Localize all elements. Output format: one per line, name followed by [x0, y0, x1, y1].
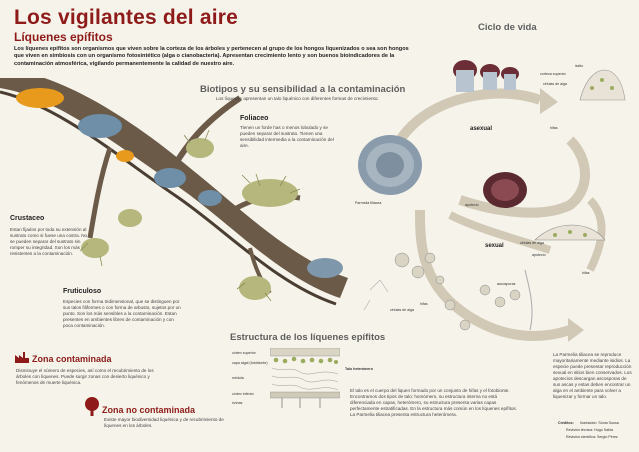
sexual-label: sexual	[485, 243, 504, 249]
arrow-head-lower	[568, 318, 584, 342]
blue-lichen-2	[154, 168, 186, 188]
fruticuloso-text: Especies con forma tridimensional, que se distinguen por sus talos filiformes o con forma de arbusto, sujetos por un punto. Son los más sensibles a la contaminación. Estan presentes en ambientes libres de contaminación y con poca contaminación.	[63, 299, 181, 328]
label-ascosporas: ascosporas	[497, 282, 516, 286]
layer-label-1: capa algal (fotobionte)	[232, 361, 268, 365]
label-cortex-superior: corteza superior	[540, 72, 566, 76]
factory-icon	[14, 350, 30, 364]
blue-lichen-4	[307, 258, 343, 278]
label-apotecio: apotecio	[465, 203, 479, 207]
ciclo-title: Ciclo de vida	[478, 22, 537, 33]
layer-label-4: rizinas	[232, 401, 243, 405]
foliaceo-label: Foliaceo	[240, 115, 269, 122]
arrow-head-top	[540, 88, 558, 114]
apotecio-section	[535, 225, 605, 240]
apotecio-illustration	[483, 172, 527, 208]
crustaceo-text: Estan fijados por toda su extensión al sustrato como si fuese una costra. No se pueden separar del sustrato sin romper su integridad. Son los más resistentes a la contaminación.	[10, 227, 88, 256]
zona-no-contaminada-text: Existe mayor biodiversidad liquénica y de recubrimiento de líquenes en los árboles.	[104, 417, 224, 428]
rizinas	[282, 398, 320, 408]
zona-contaminada-title: Zona contaminada	[32, 354, 112, 364]
blue-lichen-3	[198, 190, 222, 206]
estructura-title: Estructura de los líquenes epífitos	[230, 332, 386, 343]
biotipos-title: Biotipos y su sensibilidad a la contaminación	[200, 84, 406, 95]
germinating-hyphae	[364, 280, 388, 310]
fruticose-strands	[80, 130, 300, 301]
intro-text: Los líquenes epífitos son organismos que viven sobre la corteza de los árboles y pertenecen al grupo de los hongos liquenizados o sea son hongos que viven en simbiosis con un organismo fotosintético (alga o cianobacteria). Apresentan crecimiento lento y son buenos bioindicadores de la contaminación atmosférica, vigilando permanentemente la calidad de nuestro aire.	[14, 46, 409, 67]
talo-heteromero-label: Talo heterómero	[345, 367, 373, 371]
credits-line-1: Revisión técnica: Hugo Sabia	[566, 428, 613, 432]
label-isidio: isidio	[575, 64, 584, 68]
isidio-section	[580, 70, 625, 100]
credits-line-2: Revisión científica: Sergio Pérez	[566, 435, 618, 439]
credits-line-0: Ilustración: Sónia Sousa	[580, 421, 619, 425]
ascosporas	[395, 253, 520, 330]
credits-label: Créditos:	[558, 421, 574, 425]
page-subtitle: Líquenes epífitos	[14, 30, 113, 44]
fruticuloso-label: Fruticuloso	[63, 288, 102, 295]
label-hifas-3: hifas	[582, 271, 590, 275]
label-hifas-2: hifas	[420, 302, 428, 306]
label-celulas-alga-3: células de alga	[390, 308, 414, 312]
life-cycle-diagram	[340, 40, 639, 370]
cortex-superior-layer	[270, 348, 340, 356]
cycle-arrow-top	[400, 93, 540, 140]
orange-lichen-1	[16, 88, 64, 108]
cycle-arrow-asexual	[460, 140, 585, 213]
label-celulas-alga-2: células de alga	[520, 241, 544, 245]
foliaceo-text: Tienen un forde has o menos lobulado y se pueden separar del sustrato. Tienen una sensibilidad intermedia a la contaminación del aire.	[240, 125, 334, 148]
isidia-cluster	[453, 60, 519, 92]
layer-label-3: córtex inferior	[232, 392, 254, 396]
medula-hyphae	[272, 368, 338, 390]
layer-label-0: córtex superior	[232, 351, 256, 355]
zona-no-contaminada-title: Zona no contaminada	[102, 405, 196, 415]
cortex-inferior-layer	[270, 392, 340, 398]
label-celulas-alga: células de alga	[543, 82, 567, 86]
crustaceo-label: Crustaceo	[10, 215, 45, 222]
fruticose-lichens	[81, 138, 298, 300]
estructura-text: El talo es el cuerpo del liquen formado por un conjunto de hifas y el fotobionte. Encontramos dos tipos de talo: homómero, su estructura interna no está diferenciada en capas, heterómero, su estructura presenta varias capas perfectamente estratificadas. En la estructura más común en los líquenes epífitos. La Parmelia tiliacea presenta estructura heterómera.	[350, 388, 517, 417]
tree-icon	[84, 397, 100, 417]
algal-layer	[274, 357, 338, 364]
label-hifas: hifas	[550, 126, 558, 130]
parmelia-thallus	[358, 135, 422, 195]
blue-lichen-1	[78, 114, 122, 138]
twig-lower	[90, 148, 110, 238]
layer-label-2: médula	[232, 376, 244, 380]
ciclo-text: La Parmelia tiliacea se reproduce mayoritariamente mediante isidios. La especie puede presentar reproducción sexual en sitios bien conservados. Los apotecios descargan ascosporas de sus ascas y estas deben encontrar un alga en el ambiente para volver a liquenizar y formar un talo.	[553, 352, 632, 399]
page-title: Los vigilantes del aire	[14, 6, 239, 29]
orange-lichen-2	[116, 150, 134, 162]
thallus-cross-section	[270, 348, 340, 410]
ascus	[525, 270, 532, 330]
biotipos-subtitle: Los líquenes apresentan un talo liquénico con diferentes formas de crecimiento:	[216, 96, 379, 101]
label-apotecio-2: apotecio	[532, 253, 546, 257]
label-parmelia: Parmelia tiliacea	[355, 201, 382, 205]
asexual-label: asexual	[470, 126, 493, 132]
zona-contaminada-text: Disminuye el número de especies, así como el recubrimiento de los árboles con líquenes. Puede surgir zonas con desierto liquénico y fenómenos de muerte liquénica.	[16, 368, 154, 385]
branch-illustration	[0, 78, 350, 308]
